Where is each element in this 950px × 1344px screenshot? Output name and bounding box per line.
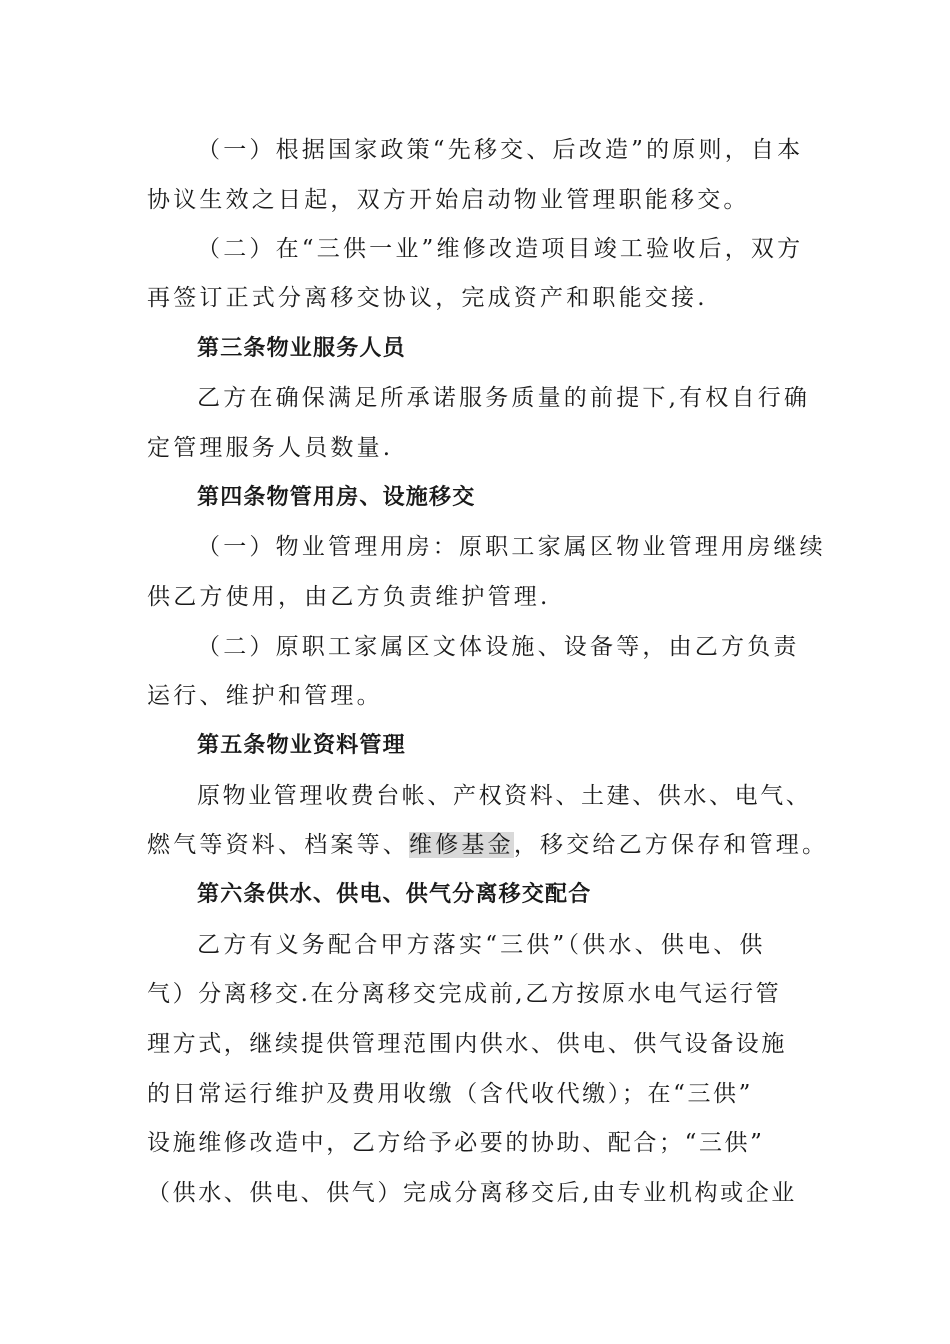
paragraph-line: 理方式，继续提供管理范围内供水、供电、供气设备设施 [147, 1031, 787, 1057]
paragraph-line: 定管理服务人员数量. [147, 435, 394, 461]
paragraph-line: （二）原职工家属区文体设施、设备等，由乙方负责 [197, 634, 800, 660]
article-heading-3: 第三条物业服务人员 [197, 336, 406, 361]
line-text: 燃气等资料、档案等、 [147, 832, 409, 858]
article-heading-5: 第五条物业资料管理 [197, 733, 406, 758]
paragraph-line: （供水、供电、供气）完成分离移交后,由专业机构或企业 [147, 1180, 797, 1206]
paragraph-line: 乙方在确保满足所承诺服务质量的前提下,有权自行确 [197, 385, 811, 411]
paragraph-line: （二）在“三供一业”维修改造项目竣工验收后，双方 [197, 236, 804, 262]
paragraph-line: （一）物业管理用房：原职工家属区物业管理用房继续 [197, 534, 826, 560]
paragraph-line: 气）分离移交.在分离移交完成前,乙方按原水电气运行管 [147, 981, 782, 1007]
paragraph-line: 乙方有义务配合甲方落实“三供”（供水、供电、供 [197, 932, 766, 958]
line-text: ，移交给乙方保存和管理。 [513, 832, 829, 858]
highlighted-text: 维修基金 [409, 832, 514, 858]
paragraph-line: 再签订正式分离移交协议，完成资产和职能交接. [147, 285, 708, 311]
paragraph-line [147, 830, 828, 860]
paragraph-line: 供乙方使用，由乙方负责维护管理. [147, 584, 551, 610]
paragraph-line: 的日常运行维护及费用收缴（含代收代缴）；在“三供” [147, 1081, 754, 1107]
article-heading-6: 第六条供水、供电、供气分离移交配合 [197, 882, 592, 907]
paragraph-line: （一）根据国家政策“先移交、后改造”的原则，自本 [197, 137, 804, 163]
article-heading-4: 第四条物管用房、设施移交 [197, 485, 476, 510]
paragraph-line: 设施维修改造中，乙方给予必要的协助、配合；“三供” [147, 1130, 765, 1156]
paragraph-line: 运行、维护和管理。 [147, 683, 383, 709]
paragraph-line: 原物业管理收费台帐、产权资料、土建、供水、电气、 [197, 783, 812, 809]
paragraph-line: 协议生效之日起，双方开始启动物业管理职能移交。 [147, 187, 750, 213]
